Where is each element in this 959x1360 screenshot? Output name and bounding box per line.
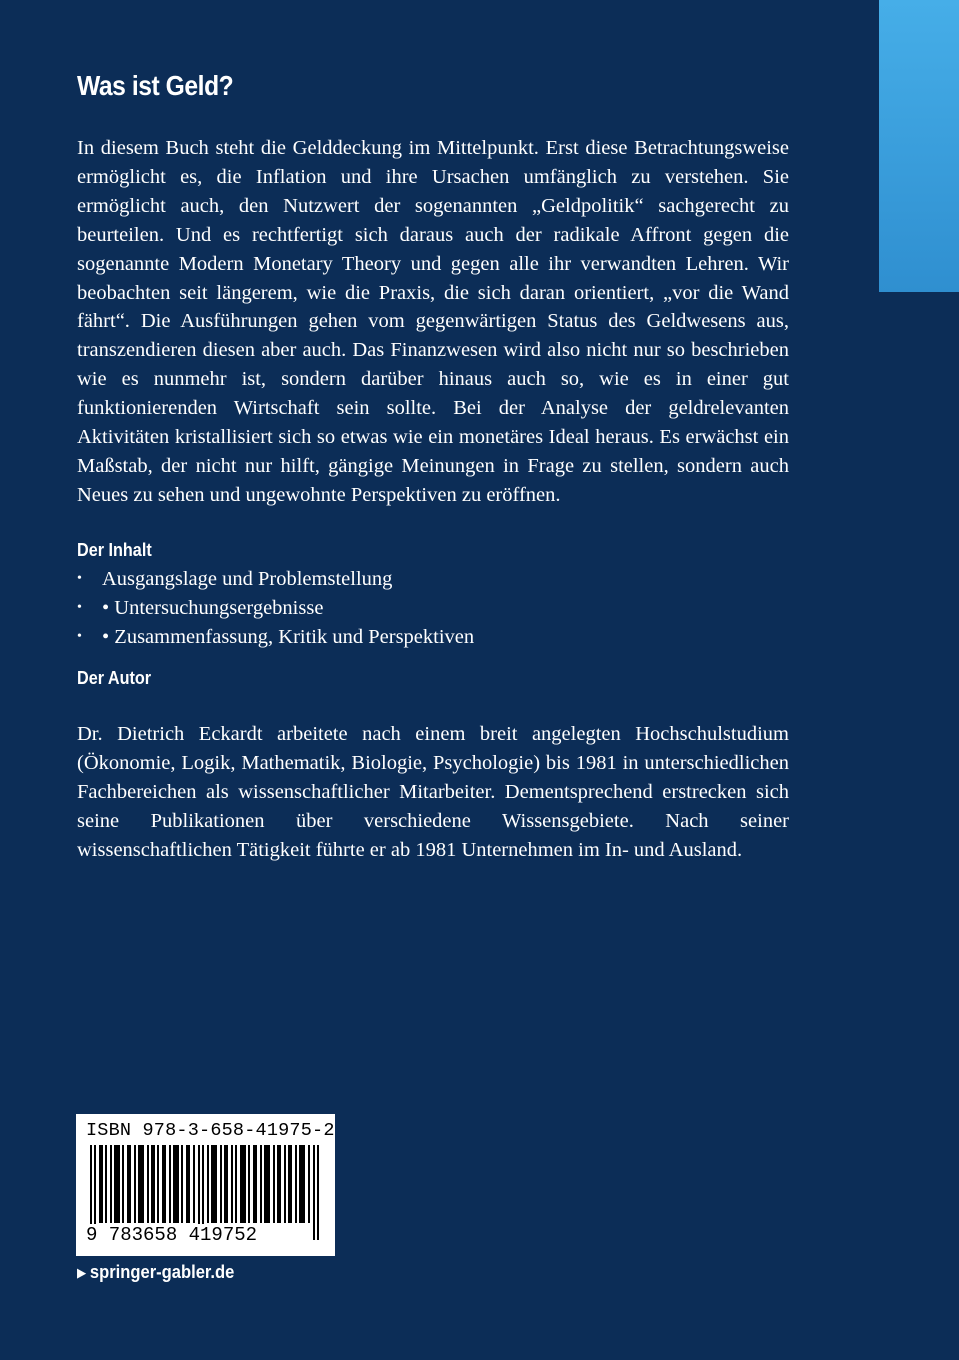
- contents-heading: Der Inhalt: [77, 540, 152, 560]
- accent-tab: [879, 0, 959, 292]
- barcode-digits: 9 783658 419752: [86, 1224, 258, 1246]
- author-heading: Der Autor: [77, 668, 152, 688]
- publisher-link[interactable]: [77, 1262, 234, 1283]
- author-paragraph: Dr. Dietrich Eckardt arbeitete nach einem breit angelegten Hochschulstudium (Ökonomie, Logik, Mathematik, Biologie, Psychologie) bis 1981 in unterschiedlichen Fachbereichen als wissenschaftlicher Mitarbeiter. Dementsprechend erstrecken sich seine Publikationen über verschiedene Wissensgebiete. Nach seiner wissenschaftlichen Tätigkeit führte er ab 1981 Unternehmen im In- und Ausland.: [77, 723, 789, 861]
- contents-list: [77, 565, 474, 652]
- list-item: • • Untersuchungsergebnisse: [77, 594, 474, 623]
- bullet-icon: •: [77, 628, 82, 644]
- book-title: Was ist Geld?: [77, 70, 234, 101]
- list-item: • • Zusammenfassung, Kritik und Perspektiven: [77, 623, 474, 652]
- list-item: • Ausgangslage und Problemstellung: [77, 565, 474, 594]
- isbn-barcode: [76, 1114, 335, 1256]
- bullet-icon: •: [77, 599, 82, 615]
- play-arrow-icon: ▶: [77, 1264, 87, 1280]
- isbn-label: ISBN 978-3-658-41975-2: [86, 1120, 335, 1141]
- intro-paragraph: In diesem Buch steht die Gelddeckung im Mittelpunkt. Erst diese Betrachtungsweise ermöglicht es, die Inflation und ihre Ursachen umfänglich zu verstehen. Sie ermöglicht auch, den Nutzwert der sogenannten „Geldpolitik“ sachgerecht zu beurteilen. Und es rechtfertigt sich daraus auch der radikale Affront gegen die sogenannte Modern Monetary Theory und gegen alle ihr verwandten Lehren. Wir beobachten seit längerem, wie die Praxis, die sich daran orientiert, „vor die Wand fährt“. Die Ausführungen gehen vom gegenwärtigen Status des Geldwesens aus, transzendieren diesen aber auch. Das Finanzwesen wird also nicht nur so beschrieben wie es nunmehr ist, sondern darüber hinaus auch so, wie es in einer gut funktionierenden Wirtschaft sein sollte. Bei der Analyse der geldrelevanten Aktivitäten kristallisiert sich so etwas wie ein monetäres Ideal heraus. Es erwächst ein Maßstab, der nicht nur hilft, gängige Meinungen in Frage zu stellen, sondern auch Neues zu sehen und ungewohnte Perspektiven zu eröffnen.: [77, 137, 789, 506]
- bullet-icon: •: [77, 571, 82, 586]
- publisher-url[interactable]: springer-gabler.de: [89, 1262, 235, 1282]
